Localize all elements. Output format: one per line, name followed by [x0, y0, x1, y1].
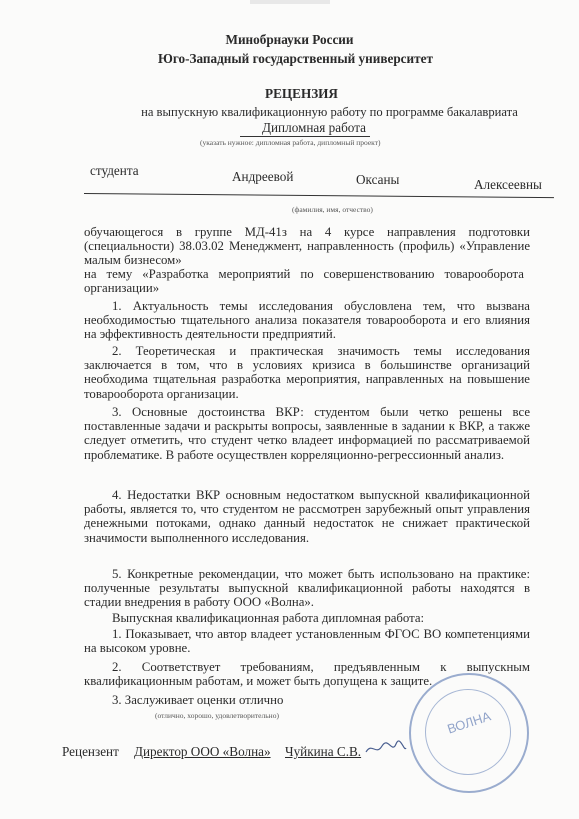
topic-paragraph: на тему «Разработка мероприятий по совершенствованию товарооборота организации»	[84, 267, 524, 296]
intro-paragraph: обучающегося в группе МД-41з на 4 курсе направления подготовки (специальности) 38.03.02 Менеджмент, направленность (профиль) «Управление малым бизнесом»	[84, 225, 530, 268]
company-stamp	[409, 673, 529, 793]
scan-edge	[250, 0, 330, 4]
work-type-hint: (указать нужное: дипломная работа, дипломный проект)	[200, 138, 381, 147]
document-subheading: на выпускную квалификационную работу по программе бакалавриата	[141, 105, 518, 119]
document-heading: РЕЦЕНЗИЯ	[265, 86, 338, 101]
paragraph-shortcomings: 4. Недостатки ВКР основным недостатком выпускной квалификационной работы, является то, что студентом не рассмотрен зарубежный опыт управления денежными потоками, однако данный недостаток не снижает практической значимости выполненного исследования.	[84, 488, 530, 545]
student-label: студента	[90, 163, 139, 178]
signature-mark	[364, 738, 408, 758]
student-patronymic: Алексеевны	[474, 177, 542, 192]
reviewer-name: Чуйкина С.В.	[285, 744, 362, 759]
paragraph-recommendations: 5. Конкретные рекомендации, что может быть использовано на практике: полученные результаты выпускной квалификационной работы находятся в стадии внедрения в работу ООО «Волна».	[84, 567, 530, 610]
conclusion-competence: 1. Показывает, что автор владеет установленным ФГОС ВО компетенциями на высоком уровне.	[84, 627, 530, 656]
university-line: Юго-Западный государственный университет	[158, 51, 433, 66]
student-last-name: Андреевой	[232, 169, 294, 184]
ministry-line: Минобрнауки России	[225, 32, 354, 47]
reviewer-position: Директор ООО «Волна»	[134, 744, 271, 759]
work-type: Дипломная работа	[262, 120, 367, 135]
student-first-name: Оксаны	[356, 172, 400, 187]
student-hint: (фамилия, имя, отчество)	[292, 205, 373, 214]
paragraph-merits: 3. Основные достоинства ВКР: студентом были четко решены все поставленные задачи и раскрыты вопросы, заявленные в задании к ВКР, а также следует отметить, что студент четко владеет информацией по рассматриваемой проблематике. В работе осуществлен корреляционно-регрессионный анализ.	[84, 405, 530, 462]
grade-hint: (отлично, хорошо, удовлетворительно)	[155, 711, 279, 720]
conclusion-grade: 3. Заслуживает оценки отлично	[112, 693, 284, 707]
paragraph-significance: 2. Теоретическая и практическая значимость темы исследования заключается в том, что в условиях кризиса в большинстве организаций необходима тщательная разработка мероприятия, направленных на повышение товарооборота организации.	[84, 344, 530, 401]
work-type-underline	[240, 136, 370, 137]
stamp-text: ВОЛНА	[445, 708, 493, 737]
conclusion-intro: Выпускная квалификационная работа дипломная работа:	[112, 611, 425, 625]
reviewer-label: Рецензент	[62, 744, 119, 759]
paragraph-relevance: 1. Актуальность темы исследования обусловлена тем, что вызвана необходимостью тщательного анализа показателя товарооборота и его влияния на эффективность деятельности предприятий.	[84, 299, 530, 342]
student-underline	[84, 193, 554, 198]
conclusion-requirements: 2. Соответствует требованиям, предъявленным к выпускным квалификационным работам, и может быть допущена к защите.	[84, 660, 530, 689]
